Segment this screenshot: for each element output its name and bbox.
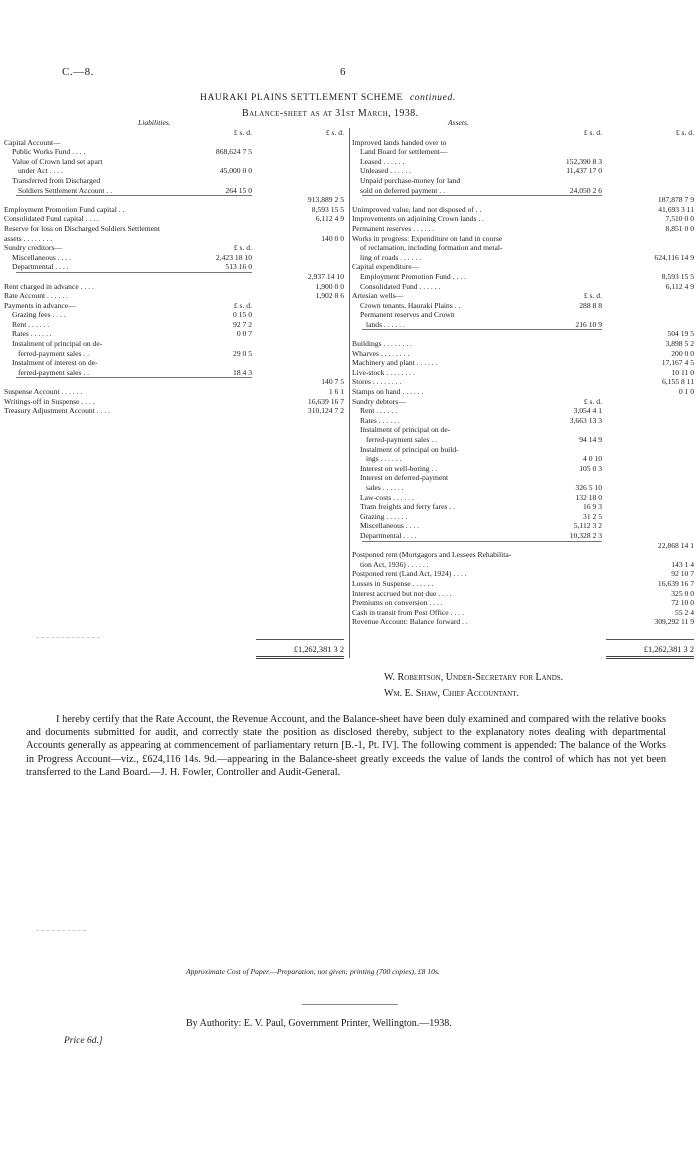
main-column-header: £ s. d. bbox=[675, 128, 694, 137]
row-label: Grazing . . . . . . bbox=[360, 511, 408, 521]
sub-amount: £ s. d. bbox=[583, 396, 602, 406]
table-row bbox=[352, 339, 696, 349]
row-label: Sundry debtors— bbox=[352, 396, 406, 406]
row-label: Sundry creditors— bbox=[4, 243, 62, 253]
sub-amount: 3,663 13 3 bbox=[569, 415, 602, 425]
sub-column-header: £ s. d. bbox=[233, 128, 252, 137]
main-amount: 8,593 15 5 bbox=[661, 271, 694, 281]
table-row bbox=[352, 157, 696, 167]
sub-amount: 94 14 9 bbox=[579, 435, 602, 444]
liabilities-heading: Liabilities. bbox=[138, 118, 171, 127]
subtotal-rule bbox=[16, 195, 252, 196]
table-row bbox=[4, 339, 346, 349]
row-label: Artesian wells— bbox=[352, 291, 404, 301]
row-label: Postponed rent (Mortgagors and Lessees Rehabilita- bbox=[352, 550, 512, 560]
row-label: Permanent reserves and Crown bbox=[360, 310, 455, 320]
row-label: of reclamation, including formation and metal- bbox=[360, 243, 503, 253]
table-row bbox=[352, 320, 696, 330]
row-label: Stamps on hand . . . . . . bbox=[352, 387, 424, 397]
row-label: Machinery and plant . . . . . . bbox=[352, 358, 438, 368]
main-amount: 309,292 11 9 bbox=[654, 617, 694, 627]
main-amount: 16,639 16 7 bbox=[657, 578, 694, 588]
sub-amount: 288 8 8 bbox=[579, 300, 602, 310]
row-label: Land Board for settlement— bbox=[360, 147, 448, 157]
row-label: Treasury Adjustment Account . . . . bbox=[4, 406, 111, 416]
sub-amount: 868,624 7 5 bbox=[215, 147, 252, 157]
row-label: Rates . . . . . . bbox=[12, 329, 52, 339]
table-row bbox=[352, 147, 696, 157]
main-amount: 6,112 4 9 bbox=[665, 281, 694, 291]
signature-chief-accountant: Wm. E. Shaw, Chief Accountant. bbox=[384, 688, 519, 699]
liabilities-total-double-rule bbox=[256, 656, 344, 659]
row-label: assets . . . . . . . . bbox=[4, 233, 53, 243]
row-label: Writings-off in Suspense . . . . bbox=[4, 396, 95, 406]
table-row bbox=[352, 502, 696, 512]
row-label: Interest on well-boring . . bbox=[360, 463, 438, 473]
liabilities-total: £1,262,381 3 2 bbox=[293, 645, 344, 654]
row-label: Rent . . . . . . bbox=[360, 406, 398, 416]
liabilities-total-rule bbox=[256, 639, 344, 640]
table-row bbox=[4, 195, 346, 205]
table-row bbox=[352, 454, 696, 464]
sub-amount: 264 15 0 bbox=[225, 185, 252, 195]
main-amount: 504 19 5 bbox=[667, 329, 694, 339]
row-label: tion Act, 1936) . . . . . . bbox=[360, 559, 429, 569]
table-row bbox=[4, 368, 346, 378]
table-row bbox=[352, 521, 696, 531]
sub-amount: 105 0 3 bbox=[579, 463, 602, 473]
row-label: sold on deferred payment . . bbox=[360, 185, 445, 195]
row-label: Law-costs . . . . . . bbox=[360, 492, 414, 502]
row-label: Payments in advance— bbox=[4, 300, 76, 310]
table-row bbox=[4, 397, 346, 407]
audit-certificate: I hereby certify that the Rate Account, the Revenue Account, and the Balance-sheet have been duly examined and compared with the relative books and documents submitted for audit, and correctly state the position as disclosed thereby, subject to the explanatory notes dealing with departmental Accounts generally as appearing at commencement of parliamentary return [B.-1, Pt. IV]. The following comment is appended: The balance of the Works in Progress Account—viz., £624,116 14s. 9d.—appearing in the Balance-sheet greatly exceeds the value of lands the control of which has not yet been transferred to the Land Board.—J. H. Fowler, Controller and Audit-General. bbox=[26, 714, 666, 778]
table-row bbox=[4, 377, 346, 387]
table-row bbox=[352, 262, 696, 272]
sub-amount: 16 9 3 bbox=[583, 502, 602, 512]
sub-amount: 513 16 0 bbox=[225, 262, 252, 272]
row-label: Stores . . . . . . . . bbox=[352, 377, 402, 387]
table-row bbox=[352, 589, 696, 599]
table-row bbox=[352, 464, 696, 474]
main-amount: 187,878 7 9 bbox=[657, 195, 694, 205]
table-row bbox=[4, 262, 346, 272]
document-title bbox=[200, 93, 456, 103]
table-row bbox=[352, 397, 696, 407]
sub-amount: 10,328 2 3 bbox=[569, 530, 602, 540]
row-label: Cash in transit from Post Office . . . . bbox=[352, 607, 464, 617]
row-label: Grazing fees . . . . bbox=[12, 310, 66, 320]
main-amount: 10 11 0 bbox=[671, 367, 694, 377]
row-label: Unimproved value, land not disposed of . . bbox=[352, 204, 482, 214]
main-amount: 200 0 0 bbox=[671, 348, 694, 358]
row-label: Soldiers Settlement Account . . bbox=[18, 185, 113, 195]
faint-dash-mark bbox=[36, 637, 100, 638]
row-label: ling of roads . . . . . . bbox=[360, 252, 422, 262]
sub-amount: 152,390 8 3 bbox=[565, 156, 602, 166]
row-label: Miscellaneous . . . . bbox=[12, 252, 72, 262]
table-row bbox=[4, 234, 346, 244]
row-label: Tram freights and ferry fares . . bbox=[360, 502, 456, 512]
table-row bbox=[4, 253, 346, 263]
row-label: Interest on deferred-payment bbox=[360, 473, 449, 483]
table-row bbox=[4, 176, 346, 186]
sub-amount: 216 10 9 bbox=[575, 319, 602, 329]
row-label: Revenue Account: Balance forward . . bbox=[352, 617, 468, 627]
assets-total-double-rule bbox=[606, 656, 694, 659]
row-label: Miscellaneous . . . . bbox=[360, 521, 420, 531]
row-label: Instalment of principal on de- bbox=[360, 425, 451, 435]
table-row bbox=[352, 310, 696, 320]
row-label: Permanent reserves . . . . . . bbox=[352, 223, 435, 233]
row-label: Premiums on conversion . . . . bbox=[352, 598, 443, 608]
row-label: Unleased . . . . . . bbox=[360, 166, 412, 176]
price: Price 6d.] bbox=[64, 1036, 103, 1046]
subtotal-rule bbox=[16, 272, 252, 273]
table-row bbox=[4, 291, 346, 301]
row-label: Rates . . . . . . bbox=[360, 415, 400, 425]
main-amount: 72 10 0 bbox=[671, 598, 694, 608]
sub-amount: 18 4 3 bbox=[233, 367, 252, 377]
main-amount: 17,167 4 5 bbox=[661, 358, 694, 368]
row-label: Value of Crown land set apart bbox=[12, 156, 103, 166]
table-row bbox=[352, 176, 696, 186]
table-row bbox=[352, 493, 696, 503]
sub-amount: 31 2 5 bbox=[583, 511, 602, 521]
main-amount: 41,693 3 11 bbox=[658, 204, 694, 214]
table-row bbox=[4, 224, 346, 234]
table-row bbox=[352, 291, 696, 301]
page-ref: C.—8. bbox=[62, 66, 94, 78]
table-row bbox=[352, 186, 696, 196]
table-row bbox=[352, 205, 696, 215]
sub-amount: 326 5 10 bbox=[575, 482, 602, 492]
table-row bbox=[352, 531, 696, 541]
main-amount: 1,902 8 6 bbox=[315, 291, 344, 301]
table-row bbox=[352, 569, 696, 579]
balance-sheet-subtitle: Balance-sheet as at 31st March, 1938. bbox=[242, 108, 419, 119]
row-label: lands . . . . . . bbox=[366, 319, 405, 329]
table-row bbox=[352, 473, 696, 483]
sub-amount: 29 0 5 bbox=[233, 348, 252, 358]
main-amount: 140 7 5 bbox=[321, 377, 344, 387]
main-amount: 8,593 15 5 bbox=[311, 204, 344, 214]
table-row bbox=[4, 205, 346, 215]
table-row bbox=[352, 358, 696, 368]
assets-heading: Assets. bbox=[448, 118, 469, 127]
table-row bbox=[352, 541, 696, 551]
row-label: Rent . . . . . . bbox=[12, 319, 50, 329]
table-row bbox=[352, 138, 696, 148]
table-row bbox=[352, 550, 696, 560]
sub-amount: 11,437 17 0 bbox=[566, 166, 602, 176]
main-amount: 1 6 1 bbox=[328, 387, 344, 397]
sub-amount: 2,423 18 10 bbox=[215, 252, 252, 262]
table-row bbox=[352, 214, 696, 224]
main-amount: 325 0 0 bbox=[671, 588, 694, 598]
table-row bbox=[4, 282, 346, 292]
row-label: Public Works Fund . . . . bbox=[12, 147, 86, 157]
table-row bbox=[352, 416, 696, 426]
sub-amount: 132 18 0 bbox=[575, 492, 602, 502]
row-label: Consolidated Fund capital . . . . bbox=[4, 214, 99, 224]
main-amount: 7,510 0 0 bbox=[665, 214, 694, 224]
row-label: Capital expenditure— bbox=[352, 262, 420, 272]
table-row bbox=[4, 166, 346, 176]
sub-amount: 45,000 0 0 bbox=[219, 166, 252, 176]
table-row bbox=[352, 560, 696, 570]
title-suffix: continued. bbox=[409, 93, 456, 103]
cost-note: Approximate Cost of Paper.—Preparation, not given; printing (700 copies), £8 10s. bbox=[186, 967, 440, 976]
table-row bbox=[352, 387, 696, 397]
table-row bbox=[4, 272, 346, 282]
assets-total-rule bbox=[606, 639, 694, 640]
subtotal-rule bbox=[362, 541, 602, 542]
main-amount: 6,112 4 9 bbox=[315, 214, 344, 224]
row-label: Departmental . . . . bbox=[360, 530, 417, 540]
table-row bbox=[352, 617, 696, 627]
row-label: Instalment of principal on de- bbox=[12, 339, 103, 349]
table-row bbox=[352, 224, 696, 234]
main-amount: 8,851 0 0 bbox=[665, 223, 694, 233]
row-label: ings . . . . . . bbox=[366, 454, 402, 464]
table-row bbox=[352, 166, 696, 176]
table-row bbox=[352, 282, 696, 292]
faint-dash-mark-lower bbox=[36, 930, 86, 931]
page-number: 6 bbox=[340, 66, 346, 78]
sub-amount: 92 7 2 bbox=[233, 319, 252, 329]
row-label: ferred-payment sales . . bbox=[366, 435, 438, 444]
sub-amount: 3,054 4 1 bbox=[573, 406, 602, 416]
subtotal-rule bbox=[362, 329, 602, 330]
table-row bbox=[352, 253, 696, 263]
table-row bbox=[352, 368, 696, 378]
row-label: Interest accrued but not due . . . . bbox=[352, 588, 452, 598]
row-label: Works in progress: Expenditure on land in course bbox=[352, 233, 503, 243]
sub-column-header: £ s. d. bbox=[583, 128, 602, 137]
table-row bbox=[352, 608, 696, 618]
table-row bbox=[4, 157, 346, 167]
row-label: Leased . . . . . . bbox=[360, 156, 405, 166]
table-row bbox=[4, 329, 346, 339]
table-row bbox=[352, 329, 696, 339]
sub-amount: 4 0 10 bbox=[583, 454, 602, 464]
sub-amount: 0 0 7 bbox=[236, 329, 252, 339]
row-label: under Act . . . . bbox=[18, 166, 63, 176]
liabilities-column-headers bbox=[4, 128, 346, 138]
row-label: Rate Account . . . . . . bbox=[4, 291, 68, 301]
sub-amount: £ s. d. bbox=[583, 291, 602, 301]
liabilities-table bbox=[4, 128, 346, 416]
main-amount: 310,124 7 2 bbox=[307, 406, 344, 416]
row-label: Wharves . . . . . . . . bbox=[352, 348, 410, 358]
sub-amount: 0 15 0 bbox=[233, 310, 252, 320]
main-amount: 3,898 5 2 bbox=[665, 339, 694, 349]
center-divider bbox=[349, 128, 350, 658]
sub-amount: £ s. d. bbox=[233, 243, 252, 253]
table-row bbox=[352, 234, 696, 244]
table-row bbox=[352, 195, 696, 205]
table-row bbox=[352, 243, 696, 253]
row-label: Transferred from Discharged bbox=[12, 175, 101, 185]
table-row bbox=[4, 243, 346, 253]
main-amount: 2,937 14 10 bbox=[307, 271, 344, 281]
table-row bbox=[352, 272, 696, 282]
row-label: Postponed rent (Land Act, 1924) . . . . bbox=[352, 569, 467, 579]
subtotal-rule bbox=[362, 195, 602, 196]
table-row bbox=[4, 138, 346, 148]
row-label: ferred-payment sales . . bbox=[18, 367, 90, 377]
imprint: By Authority: E. V. Paul, Government Printer, Wellington.—1938. bbox=[186, 1018, 452, 1029]
table-row bbox=[352, 483, 696, 493]
table-row bbox=[352, 406, 696, 416]
table-row bbox=[4, 387, 346, 397]
row-label: Live-stock . . . . . . . . bbox=[352, 367, 415, 377]
main-amount: 55 2 4 bbox=[675, 607, 694, 617]
table-row bbox=[4, 214, 346, 224]
row-label: Consolidated Fund . . . . . . bbox=[360, 281, 441, 291]
main-column-header: £ s. d. bbox=[325, 128, 344, 137]
main-amount: 913,889 2 5 bbox=[307, 195, 344, 205]
title-main: HAURAKI PLAINS SETTLEMENT SCHEME bbox=[200, 93, 403, 103]
table-row bbox=[4, 349, 346, 359]
row-label: ferred-payment sales . . bbox=[18, 348, 90, 358]
row-label: Improved lands handed over to bbox=[352, 137, 447, 147]
table-row bbox=[352, 301, 696, 311]
table-row bbox=[4, 310, 346, 320]
row-label: Suspense Account . . . . . . bbox=[4, 387, 83, 397]
imprint-rule bbox=[302, 1004, 398, 1005]
row-label: Departmental . . . . bbox=[12, 262, 69, 272]
table-row bbox=[352, 579, 696, 589]
row-label: Improvements on adjoining Crown lands . . bbox=[352, 214, 485, 224]
row-label: Reserve for loss on Discharged Soldiers Settlement bbox=[4, 223, 160, 233]
row-label: Buildings . . . . . . . . bbox=[352, 339, 412, 349]
table-row bbox=[4, 320, 346, 330]
main-amount: 624,116 14 9 bbox=[654, 252, 694, 262]
main-amount: 6,155 8 11 bbox=[662, 377, 694, 387]
subtotal-rule bbox=[16, 377, 252, 378]
main-amount: 22,868 14 1 bbox=[657, 540, 694, 550]
table-row bbox=[352, 435, 696, 445]
main-amount: 143 1 4 bbox=[671, 559, 694, 569]
main-amount: 1,900 0 0 bbox=[315, 281, 344, 291]
table-row bbox=[4, 358, 346, 368]
main-amount: 140 0 0 bbox=[321, 233, 344, 243]
main-amount: 0 1 0 bbox=[678, 387, 694, 397]
table-row bbox=[4, 301, 346, 311]
table-row bbox=[4, 186, 346, 196]
assets-total: £1,262,381 3 2 bbox=[643, 645, 694, 654]
table-row bbox=[352, 377, 696, 387]
row-label: Employment Promotion Fund capital . . bbox=[4, 204, 125, 214]
row-label: Employment Promotion Fund . . . . bbox=[360, 271, 466, 281]
assets-column-headers bbox=[352, 128, 696, 138]
table-row bbox=[4, 147, 346, 157]
assets-table bbox=[352, 128, 696, 627]
sub-amount: £ s. d. bbox=[233, 300, 252, 310]
main-amount: 92 10 7 bbox=[671, 569, 694, 579]
sub-amount: 24,050 2 6 bbox=[569, 185, 602, 195]
main-amount: 16,639 16 7 bbox=[307, 396, 344, 406]
table-row bbox=[4, 406, 346, 416]
row-label: Instalment of interest on de- bbox=[12, 358, 98, 368]
signature-under-secretary: W. Robertson, Under-Secretary for Lands. bbox=[384, 672, 564, 683]
row-label: Unpaid purchase-money for land bbox=[360, 175, 461, 185]
table-row bbox=[352, 598, 696, 608]
row-label: Losses in Suspense . . . . . . bbox=[352, 578, 434, 588]
sub-amount: 5,112 3 2 bbox=[573, 521, 602, 531]
row-label: Capital Account— bbox=[4, 137, 61, 147]
table-row bbox=[352, 425, 696, 435]
table-row bbox=[352, 349, 696, 359]
row-label: Crown tenants, Hauraki Plains . . bbox=[360, 300, 461, 310]
table-row bbox=[352, 512, 696, 522]
row-label: sales . . . . . . bbox=[366, 482, 404, 492]
row-label: Instalment of principal on build- bbox=[360, 444, 459, 454]
row-label: Rent charged in advance . . . . bbox=[4, 281, 94, 291]
table-row bbox=[352, 445, 696, 455]
